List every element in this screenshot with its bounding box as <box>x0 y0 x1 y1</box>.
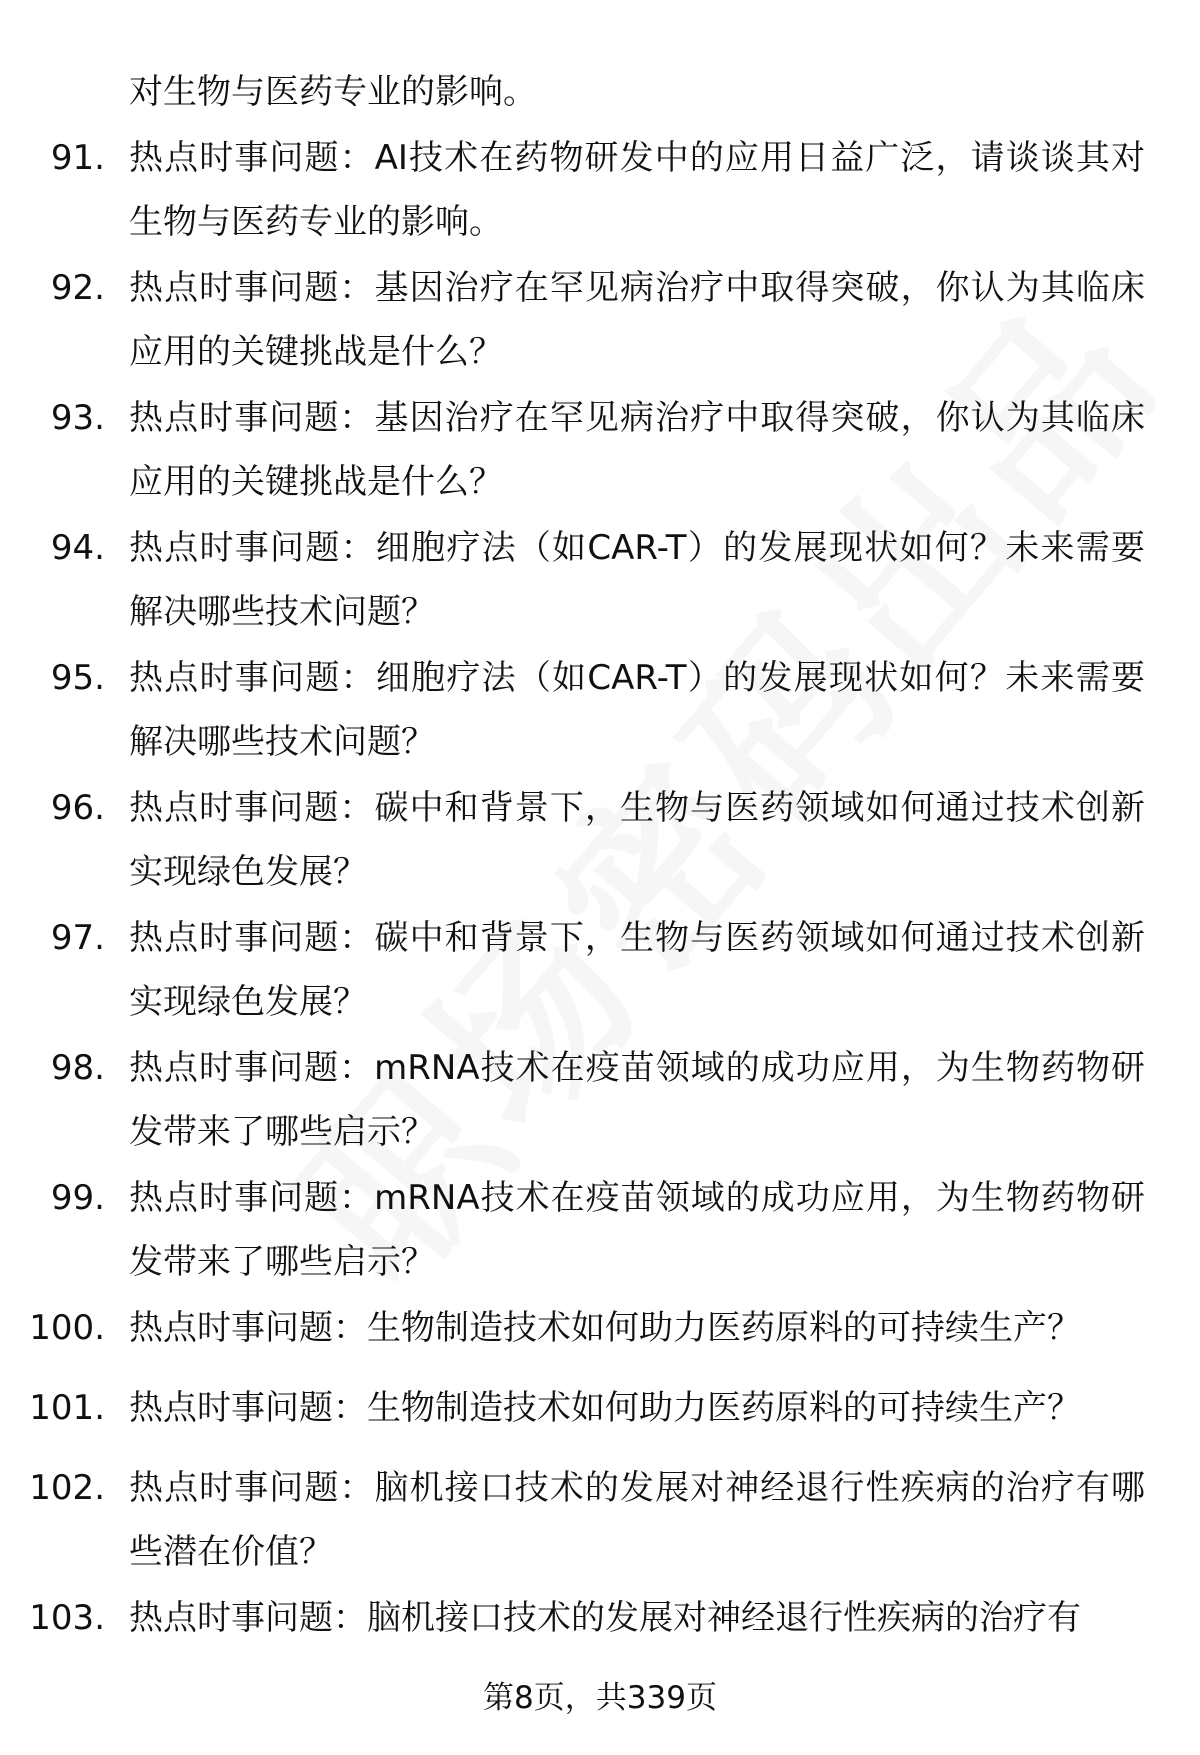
item-text: 热点时事问题：AI技术在药物研发中的应用日益广泛，请谈谈其对生物与医药专业的影响。 <box>129 138 1145 242</box>
item-text: 热点时事问题：脑机接口技术的发展对神经退行性疾病的治疗有 <box>129 1598 1081 1638</box>
item-number: 99. <box>50 1178 105 1218</box>
item-text: 热点时事问题：mRNA技术在疫苗领域的成功应用，为生物药物研发带来了哪些启示？ <box>129 1178 1145 1282</box>
item-number: 91. <box>50 138 105 178</box>
item-number: 92. <box>50 268 105 308</box>
item-number: 95. <box>50 658 105 698</box>
item-text: 热点时事问题：生物制造技术如何助力医药原料的可持续生产？ <box>129 1388 1081 1428</box>
item-number: 97. <box>50 918 105 958</box>
item-text: 热点时事问题：碳中和背景下，生物与医药领域如何通过技术创新实现绿色发展？ <box>129 918 1145 1022</box>
item-text: 热点时事问题：碳中和背景下，生物与医药领域如何通过技术创新实现绿色发展？ <box>129 788 1145 892</box>
item-number: 96. <box>50 788 105 828</box>
item-text: 热点时事问题：基因治疗在罕见病治疗中取得突破，你认为其临床应用的关键挑战是什么？ <box>129 398 1145 502</box>
item-text: 热点时事问题：细胞疗法（如CAR-T）的发展现状如何？未来需要解决哪些技术问题？ <box>129 658 1145 762</box>
item-text: 热点时事问题：细胞疗法（如CAR-T）的发展现状如何？未来需要解决哪些技术问题？ <box>129 528 1145 632</box>
item-text: 热点时事问题：基因治疗在罕见病治疗中取得突破，你认为其临床应用的关键挑战是什么？ <box>129 268 1145 372</box>
item-number: 98. <box>50 1048 105 1088</box>
item-number: 100. <box>29 1308 105 1348</box>
item-number: 94. <box>50 528 105 568</box>
item-number: 103. <box>29 1598 105 1638</box>
item-number: 101. <box>29 1388 105 1428</box>
item-text: 热点时事问题：mRNA技术在疫苗领域的成功应用，为生物药物研发带来了哪些启示？ <box>129 1048 1145 1152</box>
item-number: 93. <box>50 398 105 438</box>
item-text: 热点时事问题：生物制造技术如何助力医药原料的可持续生产？ <box>129 1308 1081 1348</box>
continuation-text: 对生物与医药专业的影响。 <box>129 72 537 112</box>
item-number: 102. <box>29 1468 105 1508</box>
item-text: 热点时事问题：脑机接口技术的发展对神经退行性疾病的治疗有哪些潜在价值？ <box>129 1468 1145 1572</box>
page-footer: 第8页，共339页 <box>483 1680 717 1716</box>
